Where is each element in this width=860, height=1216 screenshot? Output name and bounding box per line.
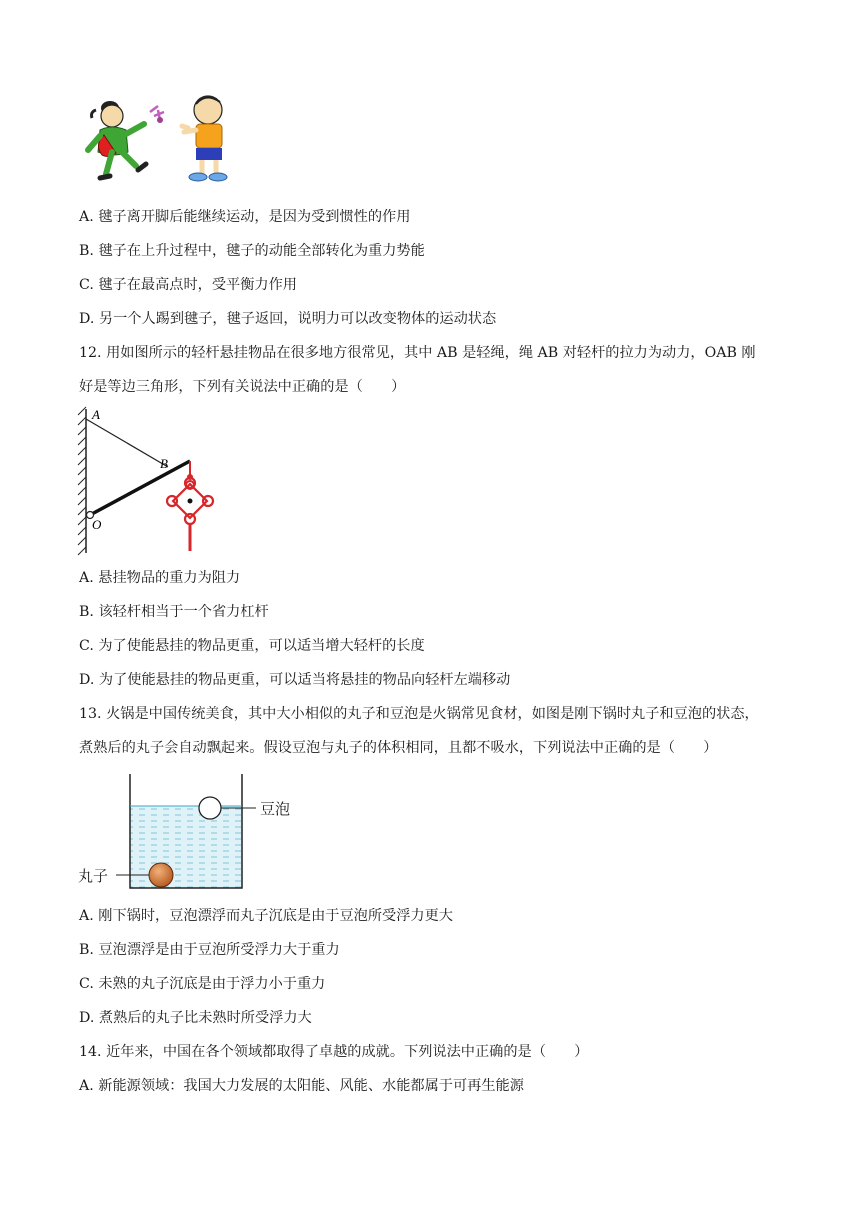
q13-option-c: C. 未熟的丸子沉底是由于浮力小于重力 — [79, 976, 326, 992]
q11-option-a: A. 毽子离开脚后能继续运动，是因为受到惯性的作用 — [79, 209, 411, 225]
q12-stem-line-1: 12. 用如图所示的轻杆悬挂物品在很多地方很常见，其中 AB 是轻绳，绳 AB 对轻杆的拉力为动力，OAB 刚 — [79, 345, 756, 361]
q13-option-d: D. 煮熟后的丸子比未熟时所受浮力大 — [79, 1010, 312, 1026]
shuttlecock-kicking-figure — [82, 90, 232, 186]
label-o: O — [92, 517, 102, 532]
lever-figure — [72, 405, 232, 557]
q13-option-b: B. 豆泡漂浮是由于豆泡所受浮力大于重力 — [79, 942, 340, 958]
label-b: B — [160, 456, 168, 471]
q11-option-c: C. 毽子在最高点时，受平衡力作用 — [79, 277, 297, 293]
q12-stem-line-2: 好是等边三角形，下列有关说法中正确的是（ ） — [79, 379, 406, 395]
q12-option-b: B. 该轻杆相当于一个省力杠杆 — [79, 604, 269, 620]
q13-stem-line-2: 煮熟后的丸子会自动飘起来。假设豆泡与丸子的体积相同，且都不吸水，下列说法中正确的是（ ） — [79, 740, 718, 756]
q12-option-a: A. 悬挂物品的重力为阻力 — [79, 570, 241, 586]
q13-option-a: A. 刚下锅时，豆泡漂浮而丸子沉底是由于豆泡所受浮力更大 — [79, 908, 453, 924]
label-wanzi: 丸子 — [78, 867, 109, 885]
label-a: A — [92, 407, 100, 422]
q12-option-c: C. 为了使能悬挂的物品更重，可以适当增大轻杆的长度 — [79, 638, 425, 654]
q11-option-d: D. 另一个人踢到毽子，毽子返回，说明力可以改变物体的运动状态 — [79, 311, 497, 327]
q11-option-b: B. 毽子在上升过程中，毽子的动能全部转化为重力势能 — [79, 243, 425, 259]
label-doupao: 豆泡 — [260, 800, 291, 818]
q12-option-d: D. 为了使能悬挂的物品更重，可以适当将悬挂的物品向轻杆左端移动 — [79, 672, 511, 688]
q14-option-a: A. 新能源领域：我国大力发展的太阳能、风能、水能都属于可再生能源 — [79, 1078, 524, 1094]
q13-stem-line-1: 13. 火锅是中国传统美食，其中大小相似的丸子和豆泡是火锅常见食材，如图是刚下锅时丸子和豆泡的状态， — [79, 706, 759, 722]
q14-stem: 14. 近年来，中国在各个领域都取得了卓越的成就。下列说法中正确的是（ ） — [79, 1044, 589, 1060]
hotpot-figure — [78, 770, 308, 892]
